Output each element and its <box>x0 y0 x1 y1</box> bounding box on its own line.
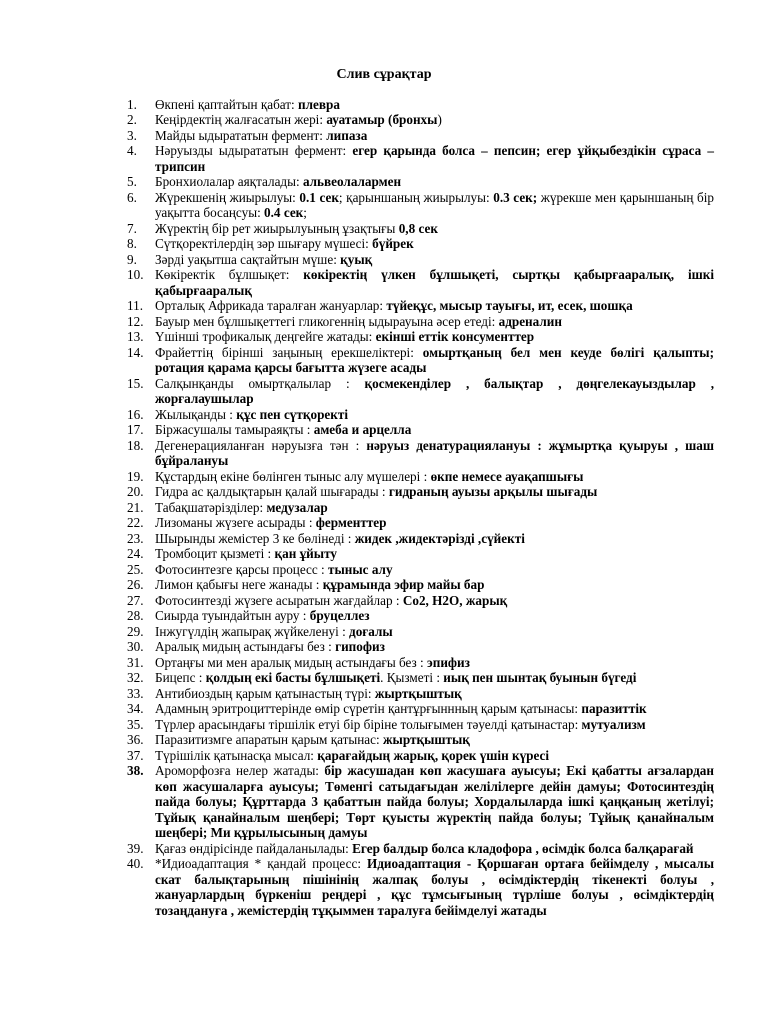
item-number: 1. <box>127 96 137 112</box>
item-answer: қолдың екі басты бұлшықеті <box>205 670 381 685</box>
item-number: 34. <box>127 701 144 716</box>
list-item <box>127 717 714 733</box>
item-question: Сүтқоректілердің зәр шығару мүшесі: <box>155 236 373 251</box>
item-number: 24. <box>127 546 144 561</box>
item-number: 25. <box>127 561 144 577</box>
item-number: 2. <box>127 112 137 127</box>
item-question: Табақшатәрізділер: <box>155 499 267 515</box>
list-item <box>127 438 714 469</box>
item-question: Ароморфозға нелер жатады: <box>155 763 325 778</box>
item-number: 23. <box>127 530 144 546</box>
list-item <box>127 329 714 345</box>
item-number: 36. <box>127 732 144 747</box>
item-number: 32. <box>127 670 144 685</box>
item-question: Інжугүлдің жапырақ жүйкеленуі : <box>155 623 350 639</box>
item-answer: ауатамыр (бронхы <box>326 112 438 127</box>
list-item <box>127 484 714 500</box>
item-answer: гидраның ауызы арқылы шығады <box>388 484 598 499</box>
item-number: 16. <box>127 406 144 422</box>
item-answer: түйеқұс, мысыр тауығы, ит, есек, шошқа <box>386 298 633 313</box>
item-question: Жүректің бір рет жиырылуының ұзақтығы <box>155 220 399 236</box>
item-number: 27. <box>127 592 144 608</box>
list-item <box>127 655 714 671</box>
item-answer: 0.3 сек; <box>493 189 538 205</box>
item-question: Құстардың екіне бөлінген тыныс алу мүшелері : <box>155 468 431 484</box>
item-number: 3. <box>127 127 137 143</box>
document-title: Слив сұрақтар <box>336 67 432 82</box>
item-question: Лизоманы жүзеге асырады : <box>155 515 316 530</box>
item-answer: плевра <box>298 96 340 112</box>
item-number: 15. <box>127 375 144 391</box>
item-answer: паразиттік <box>581 701 647 716</box>
item-answer: омыртқаның бел мен кеуде бөлігі қалыпты; ротация қарама қарсы бағытта жүзеге асады <box>155 344 714 375</box>
list-item <box>127 236 714 252</box>
item-number: 18. <box>127 437 144 453</box>
item-answer: қуық <box>340 251 373 267</box>
list-item <box>127 546 714 562</box>
item-number: 37. <box>127 747 144 763</box>
list-item <box>127 221 714 237</box>
list-item <box>127 515 714 531</box>
list-item <box>127 670 714 686</box>
item-answer: құс пен сүтқоректі <box>236 406 348 422</box>
item-number: 5. <box>127 174 137 189</box>
item-number: 13. <box>127 329 144 344</box>
item-question: Сиырда туындайтын ауру : <box>155 608 310 623</box>
item-answer: жыртқыштық <box>374 685 462 701</box>
item-question: Жүрекшенің жиырылуы: <box>155 189 300 205</box>
item-text: . Қызметі : <box>380 670 444 685</box>
item-number: 33. <box>127 685 144 701</box>
item-question: Ортаңғы ми мен аралық мидың астындағы без : <box>155 654 428 670</box>
list-item <box>127 314 714 330</box>
item-number: 14. <box>127 344 144 360</box>
item-number: 7. <box>127 220 137 236</box>
item-text: ; <box>303 205 307 220</box>
item-number: 19. <box>127 468 144 484</box>
item-question: Адамның эритроциттерінде өмір сүретін қантұрғыннның қарым қатынасы: <box>155 701 582 716</box>
item-number: 29. <box>127 623 144 639</box>
item-answer: альвеолалармен <box>302 174 402 189</box>
list-item <box>127 252 714 268</box>
list-item <box>127 841 714 857</box>
list-item <box>127 701 714 717</box>
list-item <box>127 639 714 655</box>
item-answer: қарағайдың жарық, қорек үшін күресі <box>317 747 550 763</box>
item-number: 17. <box>127 422 144 437</box>
list-item <box>127 608 714 624</box>
item-answer: ферменттер <box>315 515 387 530</box>
item-number: 28. <box>127 608 144 623</box>
item-answer: Егер балдыр болса кладофора , өсімдік болса балқарағай <box>352 840 694 856</box>
list-item <box>127 686 714 702</box>
list-item <box>127 593 714 609</box>
item-question: Фотосинтезді жүзеге асыратын жағдайлар : <box>155 592 403 608</box>
item-answer: тыныс алу <box>328 561 393 577</box>
item-question: Үшінші трофикалық деңгейге жатады: <box>155 329 376 344</box>
item-question: Фотосинтезге қарсы процесс : <box>155 561 329 577</box>
item-answer: гипофиз <box>335 639 385 654</box>
item-answer: екінші еттік консументтер <box>375 329 535 344</box>
item-answer: иық пен шынтақ буынын бүгеді <box>443 670 637 685</box>
item-question: Шырынды жемістер 3 ке бөлінеді : <box>155 530 355 546</box>
list-item <box>127 500 714 516</box>
item-question: Майды ыдырататын фермент: <box>155 127 327 143</box>
item-number: 30. <box>127 639 144 654</box>
item-question: Түрішілік қатынасқа мысал: <box>155 747 318 763</box>
list-item <box>127 376 714 407</box>
item-answer: адреналин <box>498 313 562 329</box>
item-question: Лимон қабығы неге жанады : <box>155 577 323 592</box>
item-number: 31. <box>127 654 144 670</box>
item-question: Зәрді уақытша сақтайтын мүше: <box>155 251 341 267</box>
question-list <box>127 97 714 919</box>
item-number: 4. <box>127 143 137 158</box>
list-item <box>127 128 714 144</box>
item-question: Көкіректік бұлшықет: <box>155 267 304 282</box>
item-answer: жидек ,жидектәрізді ,сүйекті <box>354 530 525 546</box>
item-answer: көкіректің үлкен бұлшықеті, сыртқы қабырғааралық, ішкі қабырғааралық <box>155 267 715 298</box>
item-number: 39. <box>127 840 144 856</box>
list-item <box>127 407 714 423</box>
item-question: Аралық мидың астындағы без : <box>155 639 336 654</box>
item-answer: эпифиз <box>427 654 470 670</box>
item-question: Бронхиолалар аяқталады: <box>155 174 303 189</box>
item-question: Бицепс : <box>155 670 206 685</box>
list-item <box>127 267 714 298</box>
item-question: Өкпені қаптайтын қабат: <box>155 96 299 112</box>
item-answer: өкпе немесе ауақапшығы <box>430 468 584 484</box>
item-answer: Идиоадаптация - Қоршаған ортаға бейімделу , мысалы скат балықтарының пішінінің жалпақ болуы , өсімдіктердің тікенекті болуы , жануарлардың бүркеніш реңдері , құс тұмсығының түрліше болуы , өсімдіктердің тозаңдануға , жемістердің тұқыммен таралуға бейімделуі жатады <box>155 856 715 918</box>
item-question: Паразитизмге апаратын қарым қатынас: <box>155 732 383 747</box>
item-number: 6. <box>127 189 137 205</box>
item-text: ; қарыншаның жиырылуы: <box>338 189 494 205</box>
item-question: Орталық Африкада таралған жануарлар: <box>155 298 387 313</box>
item-answer: липаза <box>326 127 368 143</box>
item-question: Нәруызды ыдырататын фермент: <box>155 143 353 158</box>
list-item <box>127 856 714 918</box>
list-item <box>127 345 714 376</box>
item-answer: қан ұйыту <box>274 546 337 561</box>
item-answer: доғалы <box>349 623 393 639</box>
item-question: Тромбоцит қызметі : <box>155 546 275 561</box>
list-item <box>127 469 714 485</box>
list-item <box>127 143 714 174</box>
item-question: Қағаз өндірісінде пайдаланылады: <box>155 840 353 856</box>
item-question: Дегенерацияланған нәруызға тән : <box>155 437 367 453</box>
item-answer: медузалар <box>266 499 328 515</box>
item-question: Фрайеттің бірінші заңының ерекшеліктері: <box>155 344 423 360</box>
list-item <box>127 624 714 640</box>
item-answer: нәруыз денатурациялануы : жұмыртқа қуыруы , шаш бұйралануы <box>155 437 714 468</box>
item-question: Жылықанды : <box>155 406 237 422</box>
item-answer: бүйрек <box>372 236 414 251</box>
item-answer: 0,8 сек <box>398 220 438 236</box>
list-item <box>127 298 714 314</box>
list-item <box>127 190 714 221</box>
list-item <box>127 763 714 841</box>
list-item <box>127 97 714 113</box>
item-number: 40. <box>127 856 144 871</box>
list-item <box>127 112 714 128</box>
item-answer: мутуализм <box>581 716 646 732</box>
list-item <box>127 732 714 748</box>
list-item <box>127 562 714 578</box>
item-number: 22. <box>127 515 144 530</box>
item-number: 20. <box>127 484 144 499</box>
item-number: 26. <box>127 577 144 592</box>
item-number: 21. <box>127 499 144 515</box>
item-question: Кеңірдектің жалғасатын жері: <box>155 112 327 127</box>
item-number: 10. <box>127 267 144 282</box>
item-question: *Идиоадаптация * қандай процесс: <box>155 856 367 871</box>
item-answer: 0.1 сек <box>299 189 339 205</box>
item-number: 8. <box>127 236 137 251</box>
item-answer: Co2, H2O, жарық <box>402 592 508 608</box>
list-item <box>127 531 714 547</box>
item-answer: құрамында эфир майы бар <box>322 577 485 592</box>
item-answer: амеба и арцелла <box>313 422 412 437</box>
item-question: Бауыр мен бұлшықеттегі гликогеннің ыдырауына әсер етеді: <box>155 313 499 329</box>
item-question: Салқынқанды омыртқалылар : <box>155 375 365 391</box>
list-item <box>127 422 714 438</box>
item-answer: жыртқыштық <box>382 732 470 747</box>
item-answer: бруцеллез <box>309 608 370 623</box>
item-question: Гидра ас қалдықтарын қалай шығарады : <box>155 484 389 499</box>
item-number: 12. <box>127 313 144 329</box>
list-item <box>127 577 714 593</box>
list-item <box>127 748 714 764</box>
item-number: 35. <box>127 716 144 732</box>
item-number: 38. <box>127 763 144 778</box>
item-answer: бір жасушадан көп жасушаға ауысуы; Екі қабатты ағзалардан көп жасушаларға ауысуы; Төменгі сатыдағыдан желілілерге дейін дамуы; Фотосинтездің пайда болуы; Құрттарда 3 қабаттын пайда болуы; Хордалыларда ішкі қаңқаның жетілуі; Тұйық қанайналым шеңбері; Төрт қуысты жүректің пайда болуы; Тұйық қанайналым шеңбері; Ми құрылысының дамуы <box>155 763 714 840</box>
item-question: Түрлер арасындағы тіршілік етуі бір біріне толығымен тәуелді қатынастар: <box>155 716 582 732</box>
item-text: жүрекше мен қарыншаның бір уақытта босаңсуы: <box>155 189 715 220</box>
item-question: Антибиоздың қарым қатынастың түрі: <box>155 685 375 701</box>
item-question: Біржасушалы тамыраяқты : <box>155 422 314 437</box>
item-answer: егер қарында болса – пепсин; егер ұйқыбездікін сұраса – трипсин <box>155 143 714 174</box>
item-answer: қосмекенділер , балықтар , дөңгелекауыздылар , жорғалаушылар <box>155 375 714 406</box>
item-number: 9. <box>127 251 137 267</box>
item-number: 11. <box>127 298 143 313</box>
item-text: ) <box>437 112 442 127</box>
item-answer: 0.4 сек <box>264 205 304 220</box>
list-item <box>127 174 714 190</box>
